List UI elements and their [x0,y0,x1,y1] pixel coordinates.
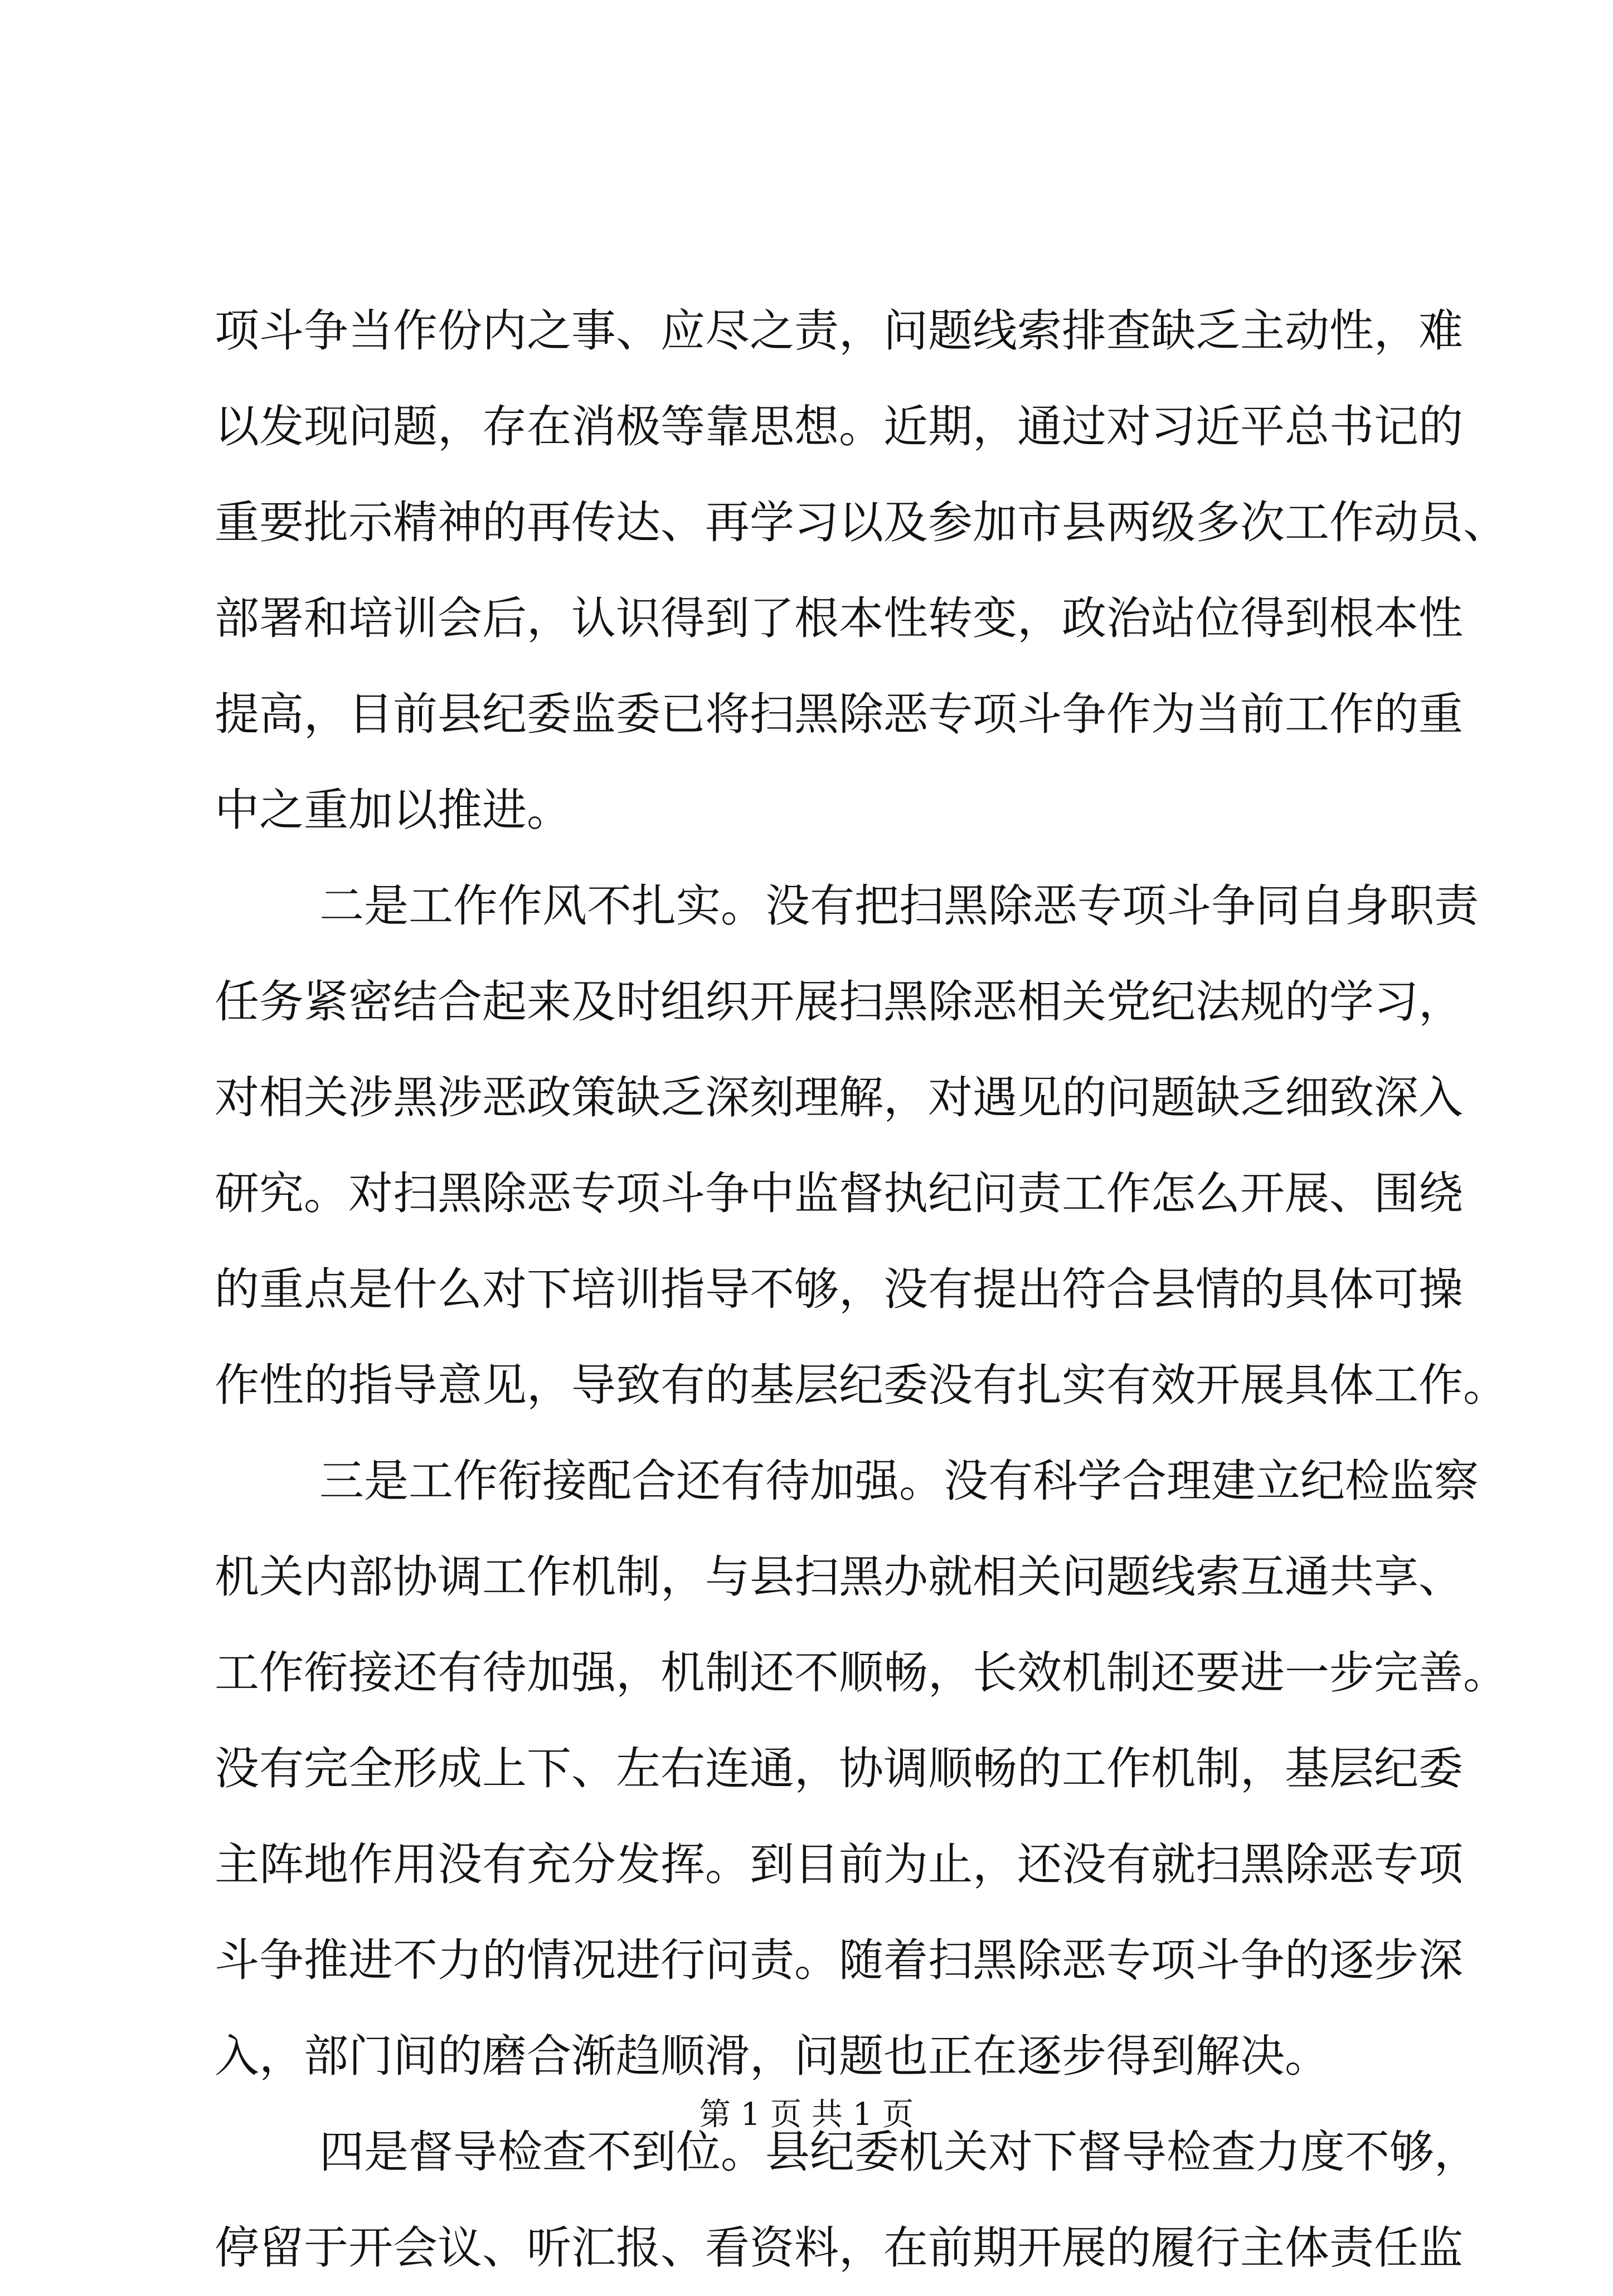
body-line: 提高，目前县纪委监委已将扫黑除恶专项斗争作为当前工作的重 [215,688,1463,740]
body-line: 停留于开会议、听汇报、看资料，在前期开展的履行主体责任监 [215,2222,1463,2274]
body-line: 对相关涉黑涉恶政策缺乏深刻理解，对遇见的问题缺乏细致深入 [215,1072,1463,1123]
body-line: 作性的指导意见，导致有的基层纪委没有扎实有效开展具体工作。 [215,1359,1508,1411]
body-line: 部署和培训会后，认识得到了根本性转变，政治站位得到根本性 [215,592,1463,644]
body-line: 机关内部协调工作机制，与县扫黑办就相关问题线索互通共享、 [215,1551,1463,1603]
body-line: 工作衔接还有待加强，机制还不顺畅，长效机制还要进一步完善。 [215,1647,1508,1699]
body-line: 入，部门间的磨合渐趋顺滑，问题也正在逐步得到解决。 [215,2030,1329,2082]
body-line: 中之重加以推进。 [215,784,571,836]
body-line: 主阵地作用没有充分发挥。到目前为止，还没有就扫黑除恶专项 [215,1838,1463,1890]
body-line: 重要批示精神的再传达、再学习以及参加市县两级多次工作动员、 [215,497,1508,548]
paragraph-start-line: 四是督导检查不到位。县纪委机关对下督导检查力度不够， [319,2126,1479,2178]
body-line: 项斗争当作份内之事、应尽之责，问题线索排查缺乏主动性，难 [215,305,1463,357]
body-line: 以发现问题，存在消极等靠思想。近期，通过对习近平总书记的 [215,401,1463,453]
paragraph-start-line: 二是工作作风不扎实。没有把扫黑除恶专项斗争同自身职责 [319,880,1479,932]
body-line: 斗争推进不力的情况进行问责。随着扫黑除恶专项斗争的逐步深 [215,1934,1463,1986]
document-body [215,283,1508,2296]
body-line: 任务紧密结合起来及时组织开展扫黑除恶相关党纪法规的学习， [215,976,1463,1028]
body-line: 研究。对扫黑除恶专项斗争中监督执纪问责工作怎么开展、围绕 [215,1168,1463,1219]
body-line: 的重点是什么对下培训指导不够，没有提出符合县情的具体可操 [215,1263,1463,1315]
body-line: 没有完全形成上下、左右连通，协调顺畅的工作机制，基层纪委 [215,1743,1463,1794]
page-footer: 第 1 页 共 1 页 [699,2096,914,2133]
paragraph-start-line: 三是工作衔接配合还有待加强。没有科学合理建立纪检监察 [319,1455,1479,1507]
